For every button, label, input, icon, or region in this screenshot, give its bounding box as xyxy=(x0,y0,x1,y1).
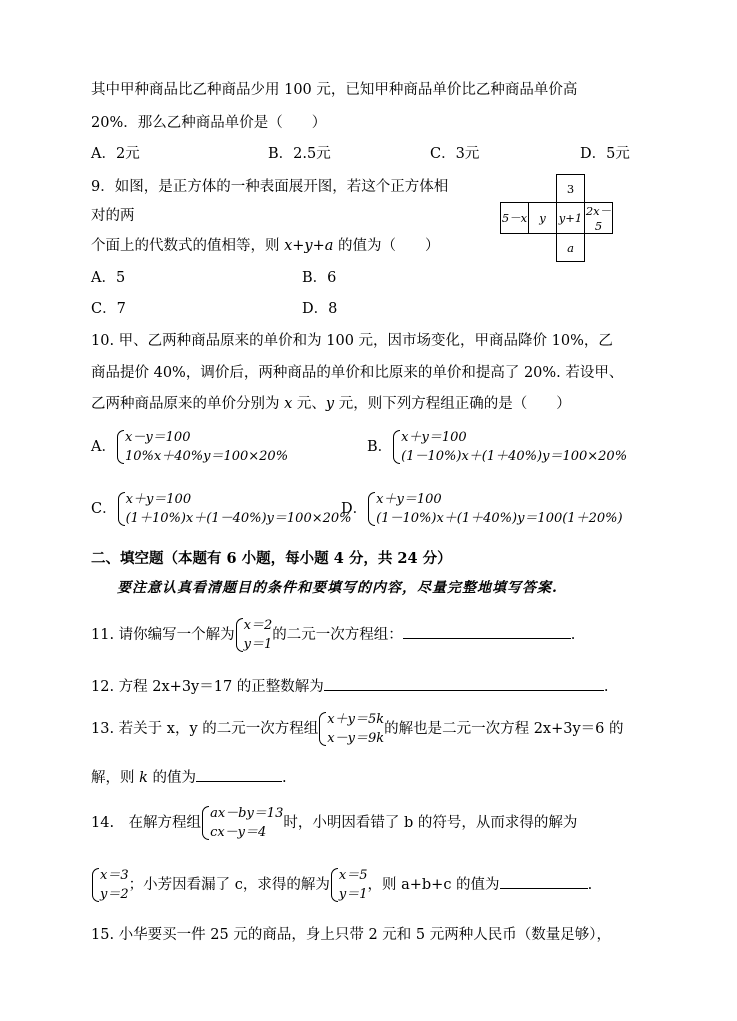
equation-system: x＝2 y＝1 xyxy=(235,616,273,654)
section-instructions: 要注意认真看清题目的条件和要填写的内容，尽量完整地填写答案. xyxy=(117,580,558,596)
q8-option-a: A．2元 xyxy=(91,146,140,162)
q9-line3: 个面上的代数式的值相等，则 x+y+a 的值为（ ） xyxy=(91,238,440,254)
net-top-face: 3 xyxy=(557,175,585,203)
section-heading: 二、填空题（本题有 6 小题，每小题 4 分，共 24 分） xyxy=(91,550,452,567)
q8-option-c: C．3元 xyxy=(430,146,480,162)
net-right-face: 2x－5 xyxy=(585,204,612,233)
q12-line: 12. 方程 2x+3y＝17 的正整数解为 . xyxy=(91,676,608,697)
q8-line1: 其中甲种商品比乙种商品少用 100 元，已知甲种商品单价比乙种商品单价高 xyxy=(91,82,578,98)
q10-option-a: A． x－y＝100 10%x＋40%y＝100×20% xyxy=(91,430,289,464)
net-center-face: y+1 xyxy=(557,203,585,234)
q13-line1: 13. 若关于 x，y 的二元一次方程组 x＋y＝5k x－y＝9k 的解也是二元一次方程 2x+3y＝6 的 xyxy=(91,712,624,746)
answer-blank[interactable] xyxy=(324,676,604,691)
answer-blank[interactable] xyxy=(403,624,571,639)
q10-option-d: D． x＋y＝100 (1－10%)x＋(1＋40%)y＝100(1＋20%) xyxy=(341,492,623,526)
net-mid-face: y xyxy=(529,203,557,234)
q11-line: 11. 请你编写一个解为 x＝2 y＝1 的二元一次方程组： . xyxy=(91,618,576,652)
equation-system: x＋y＝5k x－y＝9k xyxy=(318,710,384,748)
q10-option-b: B． x＋y＝100 (1－10%)x＋(1＋40%)y＝100×20% xyxy=(367,430,628,464)
q8-line2: 20%．那么乙种商品单价是（ ） xyxy=(91,115,327,131)
q10-line3: 乙两种商品原来的单价分别为 x 元、y 元，则下列方程组正确的是（ ） xyxy=(91,396,571,412)
q14-line1: 14. 在解方程组 ax－by＝13 cx－y＝4 时，小明因看错了 b 的符号，从而求得的解为 xyxy=(91,806,578,840)
q8-option-b: B．2.5元 xyxy=(268,146,331,162)
equation-system: x＝5 y＝1 xyxy=(330,866,368,904)
equation-system: x＝3 y＝2 xyxy=(91,866,129,904)
equation-system: x＋y＝100 (1－10%)x＋(1＋40%)y＝100×20% xyxy=(392,428,627,466)
q14-line2: x＝3 y＝2 ；小芳因看漏了 c，求得的解为 x＝5 y＝1 ，则 a+b+c 的值为 . xyxy=(91,866,592,904)
q9-option-d: D．8 xyxy=(302,301,338,317)
q9-option-a: A．5 xyxy=(91,270,126,286)
equation-system: x＋y＝100 (1－10%)x＋(1＋40%)y＝100(1＋20%) xyxy=(367,490,622,528)
q15-line1: 15. 小华要买一件 25 元的商品，身上只带 2 元和 5 元两种人民币（数量足够）， xyxy=(91,927,611,943)
q13-line2: 解，则 k 的值为 . xyxy=(91,767,287,788)
net-left-face: 5－x xyxy=(501,203,529,234)
equation-system: ax－by＝13 cx－y＝4 xyxy=(201,804,283,842)
answer-blank[interactable] xyxy=(500,874,588,889)
q8-option-d: D．5元 xyxy=(580,146,630,162)
cube-net-figure xyxy=(500,174,613,262)
answer-blank[interactable] xyxy=(196,767,282,782)
equation-system: x＋y＝100 (1＋10%)x＋(1－40%)y＝100×20% xyxy=(117,490,352,528)
q9-line1: 9．如图，是正方体的一种表面展开图，若这个正方体相 xyxy=(91,179,449,195)
q10-option-c: C． x＋y＝100 (1＋10%)x＋(1－40%)y＝100×20% xyxy=(91,492,352,526)
q10-line2: 商品提价 40%，调价后，两种商品的单价和比原来的单价和提高了 20%. 若设甲、 xyxy=(91,365,624,381)
q9-option-b: B．6 xyxy=(302,270,337,286)
equation-system: x－y＝100 10%x＋40%y＝100×20% xyxy=(116,428,288,466)
q10-line1: 10. 甲、乙两种商品原来的单价和为 100 元，因市场变化，甲商品降价 10%，乙 xyxy=(91,333,613,349)
q9-line2: 对的两 xyxy=(91,208,135,224)
q9-option-c: C．7 xyxy=(91,301,126,317)
net-bottom-face: a xyxy=(557,234,585,262)
